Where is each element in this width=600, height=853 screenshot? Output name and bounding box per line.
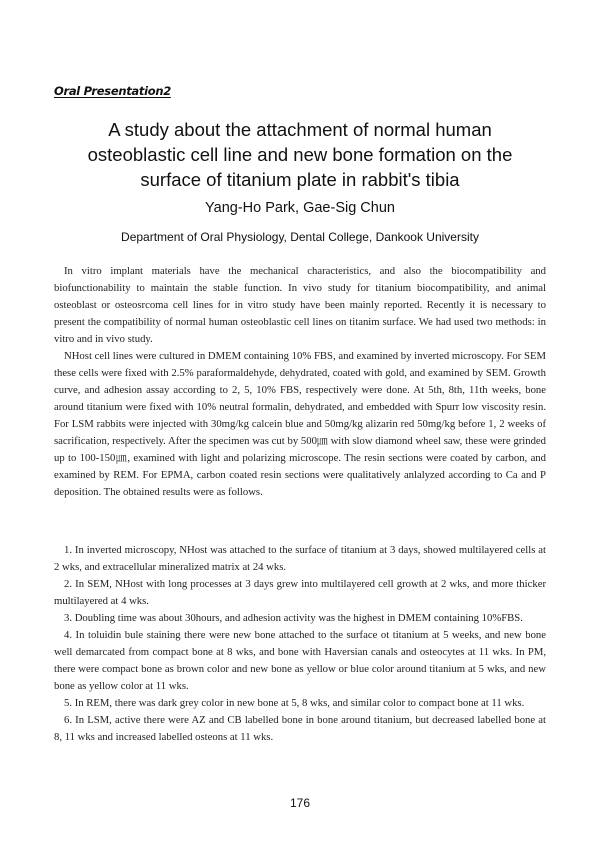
result-item: 5. In REM, there was dark grey color in new bone at 5, 8 wks, and similar color to compact bone at 11 wks. <box>64 697 525 709</box>
affiliation: Department of Oral Physiology, Dental College, Dankook University <box>121 230 479 244</box>
abstract-paragraph: In vitro implant materials have the mechanical characteristics, and also the biocompatibility and biofunctionability to maintain the stable function. In vivo study for titanium biocompatibility, and animal osteoblast or osteosrcoma cell lines for in vitro study have been mainly reported. Recently it is necessary to present the compatibility of normal human osteoblastic cell lines on titanim surface. We had used two methods: in vitro and in vivo study. <box>54 265 546 345</box>
result-item: 6. In LSM, active there were AZ and CB labelled bone in bone around titanium, but decreased labelled bone at 8, 11 wks and increased labelled osteons at 11 wks. <box>54 714 546 743</box>
section-label: Oral Presentation2 <box>54 84 171 98</box>
result-item: 3. Doubling time was about 30hours, and adhesion activity was the highest in DMEM containing 10%FBS. <box>64 612 523 624</box>
title-line: osteoblastic cell line and new bone formation on the <box>87 144 513 165</box>
authors: Yang-Ho Park, Gae-Sig Chun <box>205 200 395 216</box>
title-line: A study about the attachment of normal human <box>108 119 492 140</box>
abstract-paragraph: NHost cell lines were cultured in DMEM containing 10% FBS, and examined by inverted microscopy. For SEM these cells were fixed with 2.5% paraformaldehyde, dehydrated, coated with gold, and examined by SEM. Growth curve, and adhesion assay according to 2, 5, 10% FBS, respectively were done. At 5th, 8th, 11th weeks, bone around titanium were fixed with 10% neutral formalin, dehydrated, and embedded with Spurr low viscosity resin. For LSM rabbits were injected with 30mg/kg calcein blue and 50mg/kg alizarin red 50mg/kg before 1, 2 weeks of sacrification, respectively. After the specimen was cut by 500㎛ with slow diamond wheel saw, these were grinded up to 100-150㎛, examined with light and polarizing microscope. The resin sections were coated by carbon, and examined by REM. For EPMA, carbon coated resin sections were qualitatively anlalyzed according to Ca and P deposition. The obtained results were as follows. <box>54 350 546 498</box>
page-number: 176 <box>289 796 311 810</box>
result-item: 2. In SEM, NHost with long processes at 3 days grew into multilayered cell growth at 2 wks, and more thicker multilayered at 4 wks. <box>54 578 546 607</box>
result-item: 1. In inverted microscopy, NHost was attached to the surface of titanium at 3 days, showed multilayered cells at 2 wks, and extracellular mineralized matrix at 24 wks. <box>54 544 546 573</box>
result-item: 4. In toluidin bule staining there were new bone attached to the surface ot titanium at 5 weeks, and new bone well demarcated from compact bone at 8 wks, and bone with Haversian canals and osteocytes at 11 wks. In PM, there were compact bone as brown color and new bone as yellow or blue color around titanium at 5 wks, and new bone as yellow color at 11 wks. <box>54 629 546 692</box>
paper-title <box>40 117 560 192</box>
results-list <box>54 542 546 746</box>
title-line: surface of titanium plate in rabbit's tibia <box>140 169 460 190</box>
abstract-body <box>54 263 546 501</box>
